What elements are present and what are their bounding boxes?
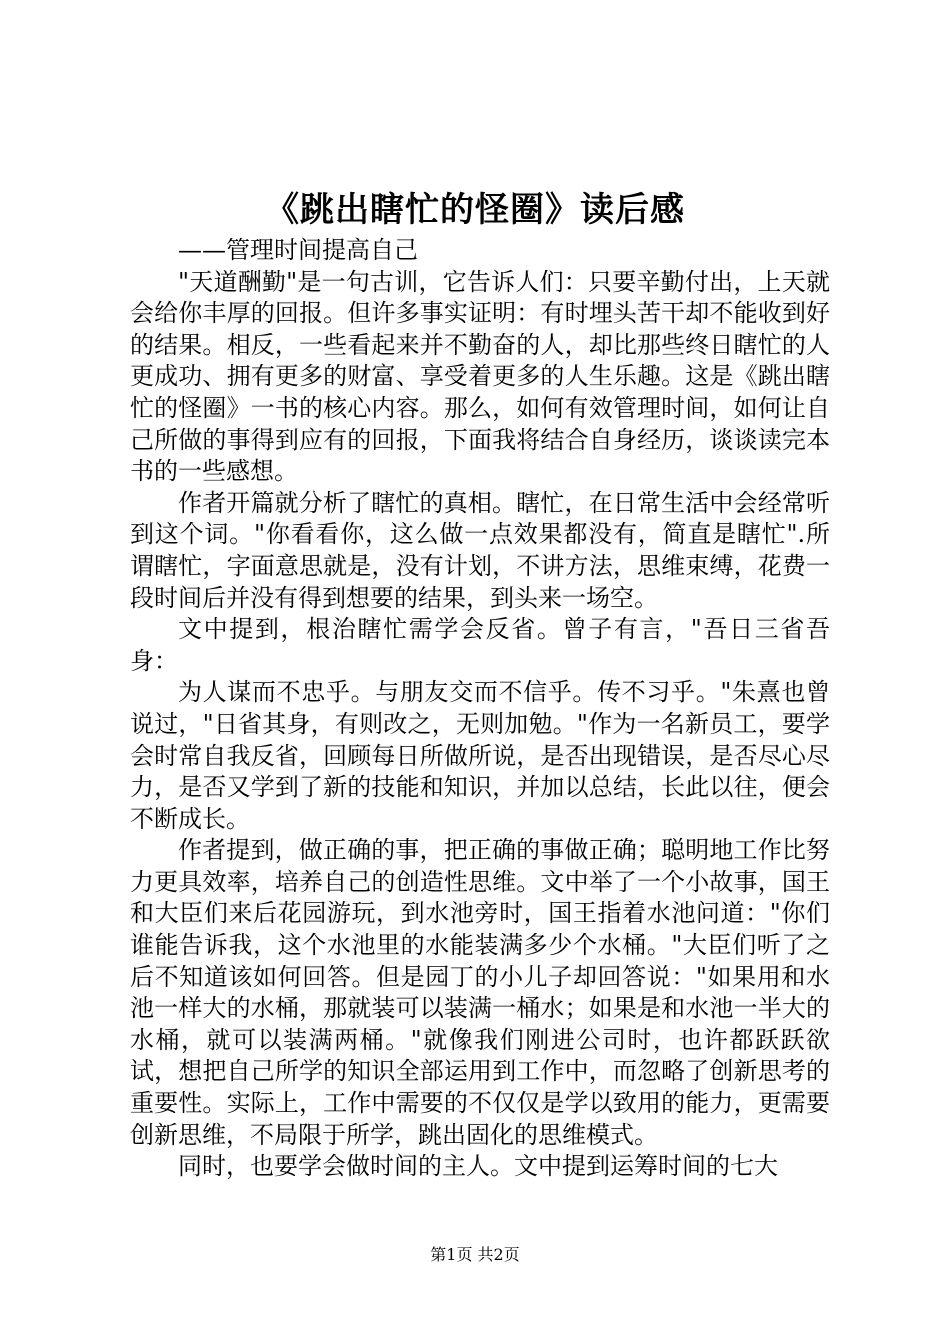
page-number-footer: 第1页 共2页 [430, 1245, 520, 1264]
document-subtitle: ——管理时间提高自己 [178, 236, 418, 264]
paragraph: "天道酬勤"是一句古训，它告诉人们：只要辛勤付出，上天就会给你丰厚的回报。但许多事实证明：有时埋头苦干却不能收到好的结果。相反，一些看起来并不勤奋的人，却比那些终日瞎忙的人更成功、拥有更多的财富、享受着更多的人生乐趣。这是《跳出瞎忙的怪圈》一书的核心内容。那么，如何有效管理时间，如何让自己所做的事得到应有的回报，下面我将结合自身经历，谈谈读完本书的一些感想。 [130, 267, 830, 486]
paragraph: 文中提到，根治瞎忙需学会反省。曾子有言，"吾日三省吾身： [130, 615, 830, 675]
document-body [130, 235, 830, 1183]
paragraph: 同时，也要学会做时间的主人。文中提到运筹时间的七大 [178, 1152, 778, 1181]
paragraph: 作者开篇就分析了瞎忙的真相。瞎忙，在日常生活中会经常听到这个词。"你看看你，这么做一点效果都没有，简直是瞎忙".所谓瞎忙，字面意思就是，没有计划，不讲方法，思维束缚，花费一段时间后并没有得到想要的结果，到头来一场空。 [130, 488, 830, 612]
document-title: 《跳出瞎忙的怪圈》读后感 [265, 190, 685, 230]
paragraph: 为人谋而不忠乎。与朋友交而不信乎。传不习乎。"朱熹也曾说过，"日省其身，有则改之，无则加勉。"作为一名新员工，要学会时常自我反省，回顾每日所做所说，是否出现错误，是否尽心尽力，是否又学到了新的技能和知识，并加以总结，长此以往，便会不断成长。 [130, 678, 830, 833]
paragraph: 作者提到，做正确的事，把正确的事做正确；聪明地工作比努力更具效率，培养自己的创造性思维。文中举了一个小故事，国王和大臣们来后花园游玩，到水池旁时，国王指着水池问道："你们谁能告诉我，这个水池里的水能装满多少个水桶。"大臣们听了之后不知道该如何回答。但是园丁的小儿子却回答说："如果用和水池一样大的水桶，那就装可以装满一桶水；如果是和水池一半大的水桶，就可以装满两桶。"就像我们刚进公司时，也许都跃跃欲试，想把自己所学的知识全部运用到工作中，而忽略了创新思考的重要性。实际上，工作中需要的不仅仅是学以致用的能力，更需要创新思维，不局限于所学，跳出固化的思维模式。 [130, 836, 830, 1149]
